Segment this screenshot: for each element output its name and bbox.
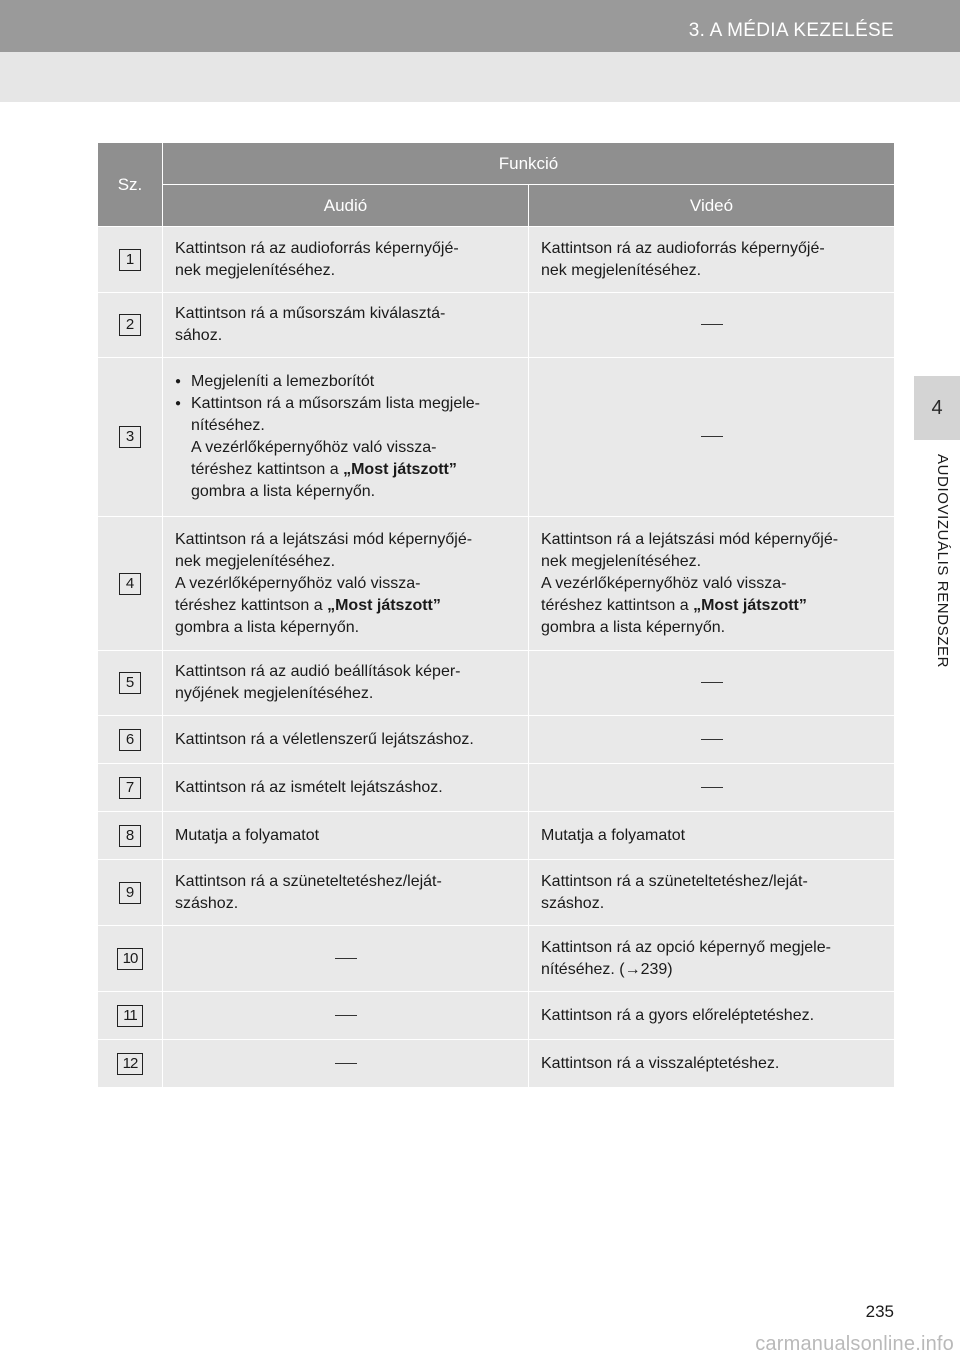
row-number: 4 (119, 573, 141, 595)
header-video: Videó (529, 185, 895, 227)
chapter-title: 3. A MÉDIA KEZELÉSE (688, 20, 894, 41)
side-tab-label: AUDIOVIZUÁLIS RENDSZER (934, 454, 951, 669)
video-function: Kattintson rá az audioforrás képernyőjé- nek megjelenítéséhez. (541, 239, 825, 279)
function-table (97, 142, 895, 1088)
row-number: 7 (119, 777, 141, 799)
table-row (98, 293, 895, 358)
bold-button-name: „Most játszott” (343, 461, 457, 478)
video-function: Kattintson rá a visszaléptetéshez. (541, 1054, 780, 1072)
table-row: 4 Kattintson rá a lejátszási mód képernyőjé- nek megjelenítéséhez. A vezérlőképernyőhöz való vissza- téréshez kattintson a „Most játszott” gombra a lista képernyőn. Kattintson rá a lejátszási mód képernyőjé- nek megjelenítéséhez. A vezérlőképernyőhöz való vissza- téréshez kattintson a „Most játszott” gombra a lista képernyőn. (98, 517, 895, 651)
video-function: Kattintson rá a lejátszási mód képernyőjé- nek megjelenítéséhez. A vezérlőképernyőhöz való vissza- téréshez kattintson a (541, 530, 839, 614)
audio-function: Kattintson rá az ismételt lejátszáshoz. (175, 778, 443, 796)
not-applicable-dash (335, 1063, 357, 1064)
row-number: 5 (119, 672, 141, 694)
audio-function: Kattintson rá a véletlenszerű lejátszáshoz. (175, 730, 474, 748)
row-number: 6 (119, 729, 141, 751)
not-applicable-dash (701, 324, 723, 325)
row-number: 3 (119, 426, 141, 448)
table-row (98, 716, 895, 764)
bullet-item: ● Megjeleníti a lemezborítót (175, 371, 516, 393)
video-function: Mutatja a folyamatot (541, 826, 686, 844)
table-row (98, 860, 895, 926)
not-applicable-dash (335, 1015, 357, 1016)
header-bar (0, 0, 960, 52)
page-number: 235 (865, 1302, 894, 1321)
audio-function: Kattintson rá a műsorszám kiválasztá- sához. (175, 305, 446, 344)
table-row (98, 812, 895, 860)
header-band (0, 52, 960, 102)
watermark: carmanualsonline.info (755, 1333, 954, 1355)
audio-function: Kattintson rá a lejátszási mód képernyőjé- nek megjelenítéséhez. A vezérlőképernyőhöz való vissza- téréshez kattintson a (175, 530, 473, 614)
table-row (98, 651, 895, 716)
side-tab-number: 4 (914, 376, 960, 440)
audio-function: Kattintson rá a szüneteltetéshez/leját- száshoz. (175, 872, 442, 912)
header-audio: Audió (163, 185, 529, 227)
row-number: 8 (119, 825, 141, 847)
not-applicable-dash (701, 739, 723, 740)
row-number: 1 (119, 249, 141, 271)
header-no: Sz. (98, 143, 163, 227)
bold-button-name: „Most játszott” (327, 596, 441, 614)
row-number: 12 (117, 1053, 143, 1075)
row-number: 2 (119, 314, 141, 336)
table-row (98, 227, 895, 293)
bold-button-name: „Most játszott” (693, 596, 807, 614)
row-number: 9 (119, 882, 141, 904)
video-function: Kattintson rá a szüneteltetéshez/leját- száshoz. (541, 872, 808, 912)
audio-function: Mutatja a folyamatot (175, 826, 320, 844)
header-function: Funkció (163, 143, 895, 185)
table-row (98, 926, 895, 992)
not-applicable-dash (701, 682, 723, 683)
bullet-item: ● Kattintson rá a műsorszám lista megjele- nítéséhez. A vezérlőképernyőhöz való vissza- téréshez kattintson a „Most játszott” gombra a lista képernyőn. (175, 393, 516, 503)
not-applicable-dash (701, 436, 723, 437)
table-row (98, 992, 895, 1040)
audio-function: Kattintson rá az audió beállítások képer- nyőjének megjelenítéséhez. (175, 663, 461, 702)
table-row (98, 764, 895, 812)
not-applicable-dash (335, 958, 357, 959)
row-number: 10 (117, 948, 143, 970)
row-number: 11 (117, 1005, 143, 1027)
not-applicable-dash (701, 787, 723, 788)
table-row (98, 358, 895, 517)
video-function: Kattintson rá az opció képernyő megjele- nítéséhez. (→239) (541, 938, 831, 978)
video-function: Kattintson rá a gyors előreléptetéshez. (541, 1006, 815, 1024)
table-row (98, 1040, 895, 1088)
audio-function-list (175, 371, 516, 503)
audio-function: Kattintson rá az audioforrás képernyőjé- nek megjelenítéséhez. (175, 239, 459, 279)
